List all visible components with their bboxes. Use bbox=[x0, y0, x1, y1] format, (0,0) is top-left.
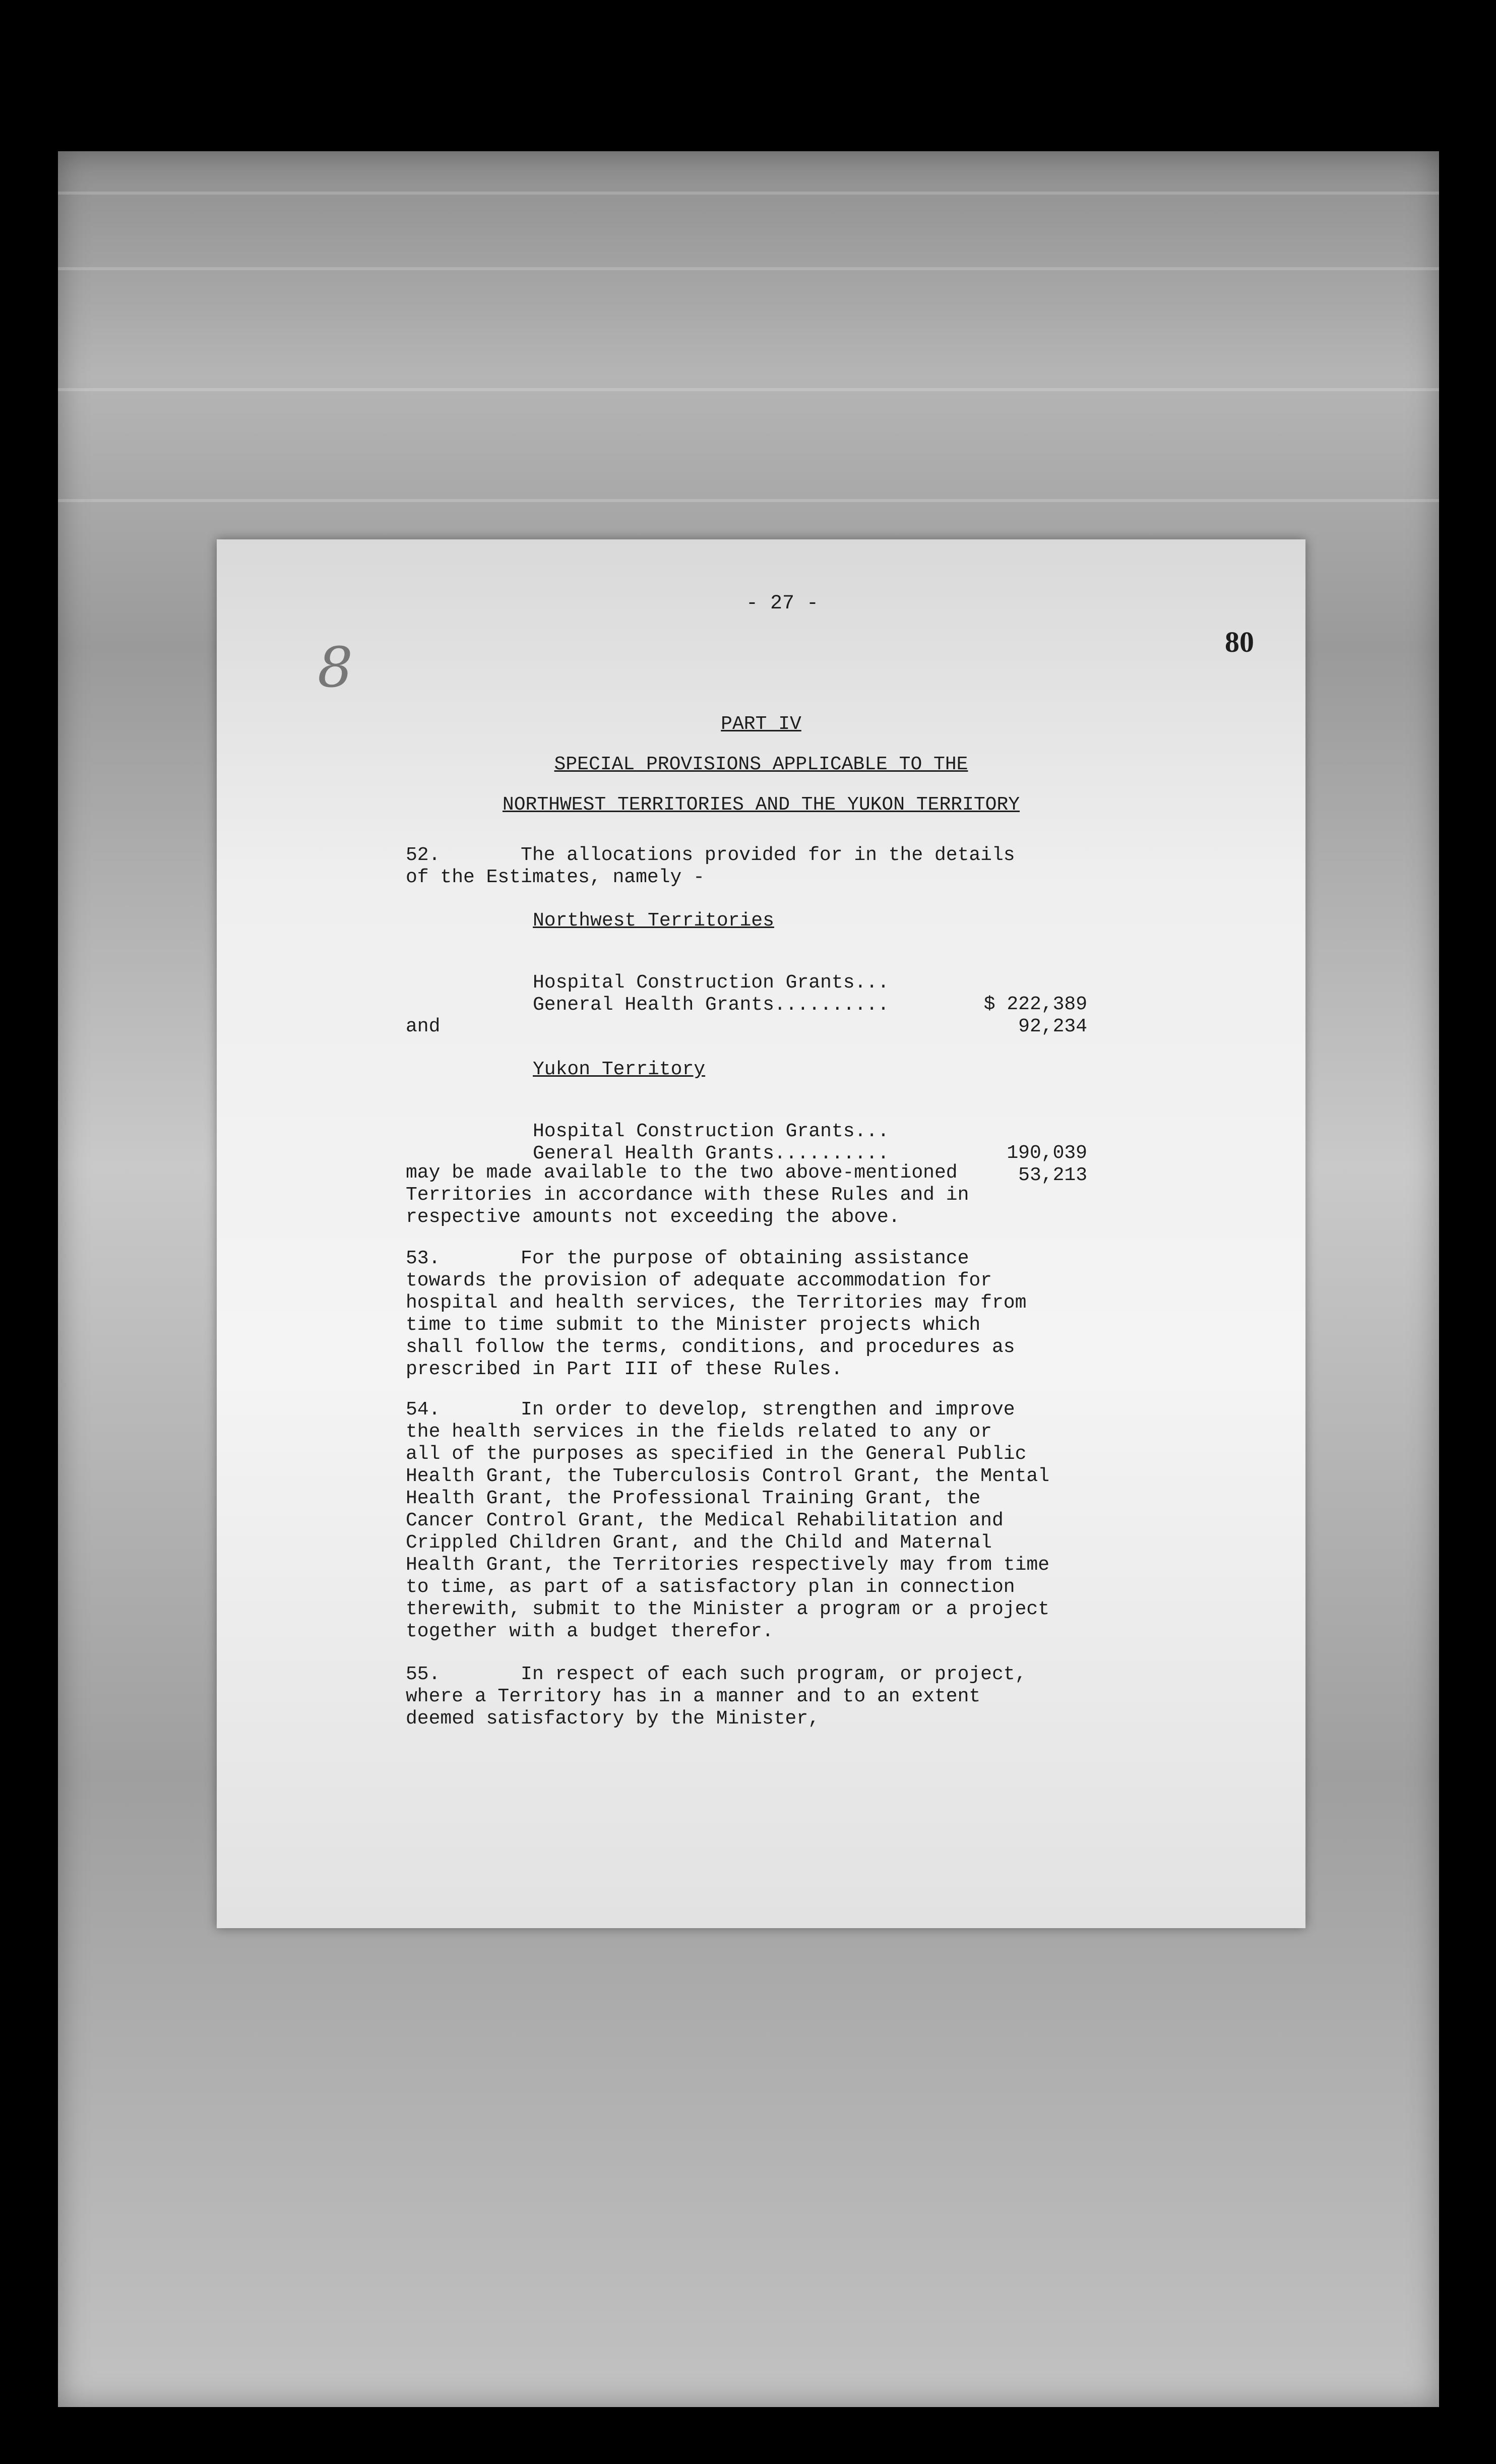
paragraph-52-intro: 52. The allocations provided for in the details of the Estimates, namely - bbox=[406, 844, 1015, 888]
page-number: - 27 - bbox=[746, 592, 819, 615]
allocation-row bbox=[533, 972, 1087, 1059]
film-streak bbox=[58, 388, 1439, 391]
paragraph-54: 54. In order to develop, strengthen and improve the health services in the fields related to any or all of the purposes as specified in the General Public Health Grant, the Tuberculosis Control Grant, the Mental Health Grant, the Professional Training Grant, the Cancer Control Grant, the Medical Rehabilitation and Crippled Children Grant, and the Child and Maternal Health Grant, the Territories respectively may from time to time, as part of a satisfactory plan in connection therewith, submit to the Minister a program or a project together with a budget therefor. bbox=[406, 1399, 1050, 1642]
folio-number: 80 bbox=[1225, 626, 1254, 658]
paragraph-53: 53. For the purpose of obtaining assistance towards the provision of adequate accommodation for hospital and health services, the Territories may from time to time submit to the Minister projects which shall follow the terms, conditions, and procedures as prescribed in Part III of these Rules. bbox=[406, 1248, 1027, 1380]
allocation-label: General Health Grants.......... bbox=[533, 1143, 889, 1164]
allocation-amount: 190,039 bbox=[1007, 1142, 1087, 1164]
document-page bbox=[217, 539, 1305, 1928]
allocation-amount: $ 222,389 bbox=[983, 994, 1087, 1015]
film-streak bbox=[58, 267, 1439, 270]
allocation-label: General Health Grants.......... bbox=[533, 994, 889, 1016]
paragraph-55: 55. In respect of each such program, or project, where a Territory has in a manner and to an extent deemed satisfactory by the Minister, bbox=[406, 1664, 1027, 1730]
handwritten-mark: 8 bbox=[318, 635, 353, 700]
yukon-subheading: Yukon Territory bbox=[533, 1059, 706, 1080]
film-streak bbox=[58, 499, 1439, 502]
part-heading: PART IV bbox=[721, 713, 801, 735]
section-heading-line1: SPECIAL PROVISIONS APPLICABLE TO THE bbox=[554, 754, 968, 775]
allocation-label: Hospital Construction Grants... bbox=[533, 972, 889, 994]
film-streak bbox=[58, 192, 1439, 195]
conjunction-and: and bbox=[406, 1016, 441, 1037]
section-heading-line2: NORTHWEST TERRITORIES AND THE YUKON TERRITORY bbox=[502, 794, 1020, 816]
nwt-subheading: Northwest Territories bbox=[533, 910, 774, 932]
paragraph-52-closing: may be made available to the two above-mentioned Territories in accordance with these Rules and in respective amounts not exceeding the above. bbox=[406, 1162, 969, 1228]
allocation-amount: 53,213 bbox=[1018, 1164, 1087, 1186]
allocation-amount: 92,234 bbox=[1018, 1016, 1087, 1037]
allocation-label: Hospital Construction Grants... bbox=[533, 1121, 889, 1142]
